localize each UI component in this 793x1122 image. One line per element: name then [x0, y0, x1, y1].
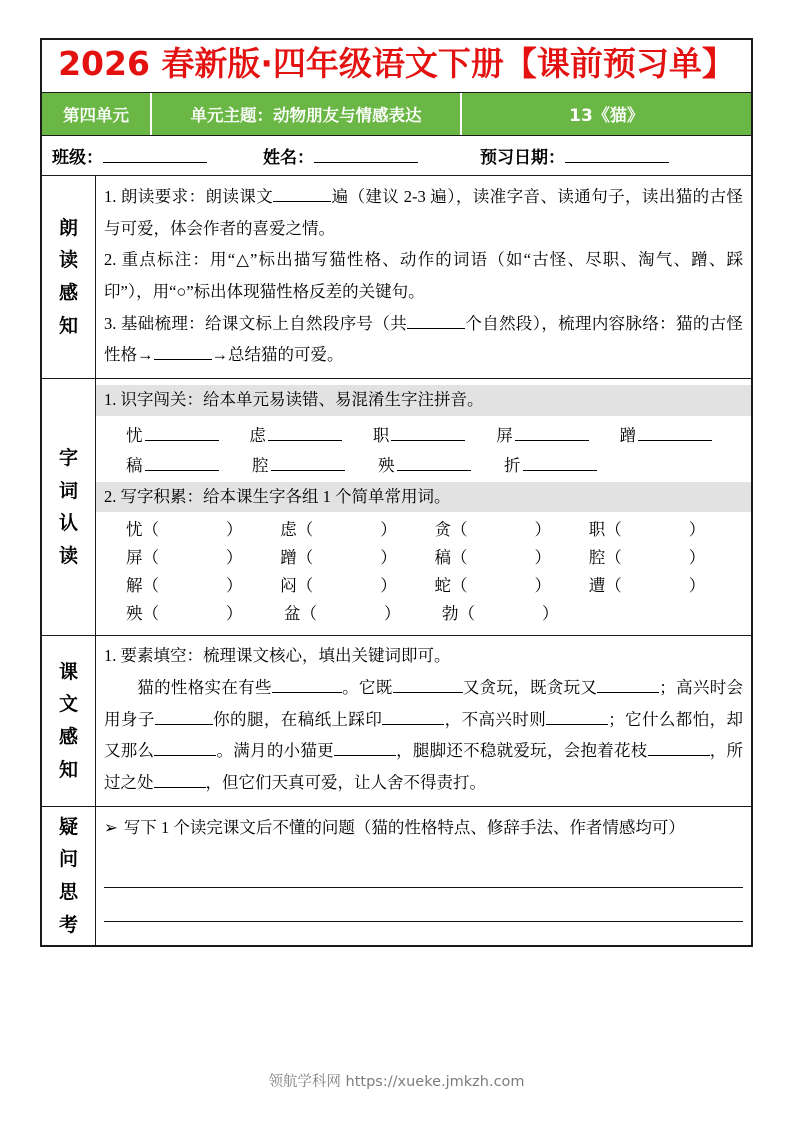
question-prompt-text: 写下 1 个读完课文后不懂的问题（猫的性格特点、修辞手法、作者情感均可）	[123, 817, 685, 837]
cloze-blank-5[interactable]	[382, 710, 444, 725]
cloze-p9: ，腿脚还不稳就爱玩，会抱着花枝	[395, 741, 648, 761]
answer-lines	[104, 857, 743, 922]
footer-watermark: 领航学科网 https://xueke.jmkzh.com	[268, 1074, 525, 1090]
word-character: 腔	[588, 548, 606, 568]
paren-open: （	[142, 520, 159, 540]
paren-open: （	[451, 576, 468, 596]
cloze-p6: ，不高兴时则	[444, 709, 547, 729]
section-label-comprehension	[42, 636, 96, 805]
cloze-p4: ；高兴时会用身子	[104, 678, 744, 729]
cloze-blank-3[interactable]	[597, 678, 659, 693]
paren-close: ）	[534, 548, 551, 568]
reading-item-1-head: 朗读要求：朗读课文	[120, 186, 274, 206]
vocab-subhead-1: 1. 识字闯关：给本单元易读错、易混淆生字注拼音。	[96, 385, 751, 416]
word-formation-row	[104, 544, 743, 568]
section-body-reading	[96, 176, 751, 378]
cloze-paragraph	[104, 672, 743, 799]
section-label-questions	[42, 807, 96, 946]
paren-open: （	[142, 548, 159, 568]
word-character: 屏	[126, 548, 143, 568]
cloze-blank-2[interactable]	[393, 678, 463, 693]
section-label-char: 认	[58, 512, 78, 535]
word-character: 蹭	[280, 548, 297, 568]
pinyin-blank[interactable]	[515, 426, 589, 441]
pinyin-item[interactable]	[378, 452, 504, 476]
reading-item-3-head: 基础梳理：给课文标上自然段序号（共	[120, 313, 408, 333]
word-character: 解	[126, 576, 143, 596]
paren-close: ）	[688, 548, 706, 568]
word-formation-row	[104, 600, 743, 624]
paren-close: ）	[380, 548, 397, 568]
pinyin-item[interactable]	[373, 422, 496, 446]
pinyin-item[interactable]	[496, 422, 619, 446]
word-character: 闷	[280, 576, 297, 596]
cloze-p11: ，但它们天真可爱，让人舍不得责打。	[205, 773, 486, 793]
class-blank[interactable]	[103, 147, 207, 163]
pinyin-character: 殃	[378, 455, 395, 475]
section-label-char: 思	[58, 881, 78, 904]
section-body-questions	[96, 807, 751, 946]
section-label-char: 词	[58, 479, 78, 502]
section-label-reading	[42, 176, 96, 378]
section-body-comprehension	[96, 636, 751, 805]
section-label-char: 字	[58, 446, 78, 469]
paren-close: ）	[542, 604, 559, 624]
reading-item-1-tail: 遍（建议 2-3 遍），读准字音、读通句子，读出猫的古怪与可爱，体会作者的喜爱之情。	[104, 186, 744, 238]
section-label-char: 读	[58, 544, 78, 567]
word-formation-row	[104, 516, 743, 540]
date-field[interactable]	[480, 143, 669, 168]
unit-theme-cell: 单元主题：动物朋友与情感表达	[152, 93, 462, 135]
paren-open: （	[296, 520, 314, 540]
word-character: 职	[588, 520, 606, 540]
cloze-blank-8[interactable]	[334, 741, 396, 756]
word-character: 贪	[434, 520, 451, 540]
word-character: 殃	[126, 604, 143, 624]
reading-item-3-mid: 个自然段），梳理内容脉络：猫的古怪性格→	[104, 313, 744, 365]
reading-item-3-tail: →总结猫的可爱。	[211, 345, 344, 365]
word-character: 忧	[126, 520, 143, 540]
class-label: 班级：	[52, 147, 103, 168]
unit-number-cell: 第四单元	[42, 93, 152, 135]
paren-open: （	[458, 604, 475, 624]
paren-open: （	[142, 576, 159, 596]
reading-item-1	[104, 181, 743, 244]
word-answer-parens[interactable]	[297, 572, 397, 596]
pinyin-character: 虑	[249, 425, 266, 445]
word-formation-item[interactable]	[126, 516, 280, 540]
arrow-bullet-icon: ➢	[104, 817, 118, 837]
word-answer-parens[interactable]	[605, 516, 705, 540]
pinyin-character: 腔	[252, 455, 269, 475]
word-answer-parens[interactable]	[143, 544, 243, 568]
pinyin-blank[interactable]	[268, 426, 342, 441]
pinyin-row	[104, 422, 743, 446]
section-label-char: 文	[58, 693, 78, 716]
section-label-char: 感	[58, 281, 78, 304]
pinyin-item[interactable]	[620, 422, 743, 446]
section-label-char: 知	[58, 314, 78, 337]
student-info-row	[42, 136, 751, 176]
cloze-blank-9[interactable]	[648, 741, 710, 756]
pinyin-item[interactable]	[252, 452, 378, 476]
word-character: 遭	[588, 576, 606, 596]
lesson-title-cell: 13《猫》	[569, 106, 644, 127]
word-answer-parens[interactable]	[297, 544, 397, 568]
name-label: 姓名：	[263, 147, 314, 168]
word-formation-item[interactable]	[442, 600, 600, 624]
answer-line[interactable]	[104, 857, 743, 888]
word-formation-item[interactable]	[589, 516, 743, 540]
word-answer-parens[interactable]	[301, 600, 401, 624]
paren-open: （	[142, 604, 159, 624]
paren-open: （	[296, 548, 314, 568]
pinyin-item[interactable]	[504, 452, 630, 476]
pinyin-item[interactable]	[126, 452, 252, 476]
paren-open: （	[451, 520, 468, 540]
word-answer-parens[interactable]	[451, 572, 551, 596]
section-label-char: 知	[58, 758, 78, 781]
paragraph-count-blank[interactable]	[407, 314, 465, 329]
paren-close: ）	[380, 520, 397, 540]
reading-item-3	[104, 308, 743, 371]
paren-open: （	[605, 520, 622, 540]
paren-close: ）	[688, 576, 706, 596]
pinyin-blank[interactable]	[638, 426, 712, 441]
paren-open: （	[296, 576, 314, 596]
word-formation-grid	[104, 516, 743, 624]
word-formation-item[interactable]	[126, 572, 280, 596]
question-prompt-row	[104, 812, 743, 844]
word-answer-parens[interactable]	[143, 516, 243, 540]
reading-item-2	[104, 244, 743, 307]
pinyin-character: 屏	[496, 425, 513, 445]
word-character: 虑	[280, 520, 297, 540]
word-character: 稿	[434, 548, 451, 568]
paren-close: ）	[226, 576, 243, 596]
paren-open: （	[605, 576, 622, 596]
reading-item-3-no: 3.	[104, 313, 117, 333]
page-title: 2026 春新版·四年级语文下册【课前预习单】	[58, 44, 735, 83]
word-formation-item[interactable]	[126, 600, 284, 624]
word-formation-item[interactable]	[284, 600, 442, 624]
paren-close: ）	[384, 604, 401, 624]
word-answer-parens[interactable]	[143, 572, 243, 596]
cloze-blank-6[interactable]	[546, 710, 608, 725]
word-formation-item[interactable]	[589, 572, 743, 596]
word-character: 蛇	[434, 576, 451, 596]
pinyin-character: 职	[372, 425, 390, 445]
cloze-p5: 你的腿，在稿纸上踩印	[212, 709, 383, 729]
cloze-p2: 。它既	[341, 678, 393, 698]
pinyin-blank[interactable]	[523, 456, 597, 471]
pinyin-blank[interactable]	[271, 456, 345, 471]
word-formation-item[interactable]	[280, 572, 434, 596]
reading-item-2-no: 2.	[104, 250, 117, 270]
vocab-subhead-2: 2. 写字积累：给本课生字各组 1 个简单常用词。	[96, 482, 751, 513]
pinyin-character: 蹭	[619, 425, 637, 445]
cloze-blank-7[interactable]	[154, 741, 216, 756]
paren-close: ）	[534, 576, 551, 596]
word-formation-item[interactable]	[280, 516, 434, 540]
section-label-char: 问	[58, 848, 78, 871]
section-label-char: 感	[58, 726, 78, 749]
word-formation-item[interactable]	[280, 544, 434, 568]
title-row	[42, 40, 751, 93]
word-formation-row	[104, 572, 743, 596]
pinyin-character: 稿	[126, 455, 143, 475]
reading-item-1-no: 1.	[104, 186, 117, 206]
word-formation-item[interactable]	[589, 544, 743, 568]
word-formation-item[interactable]	[126, 544, 280, 568]
word-answer-parens[interactable]	[143, 600, 243, 624]
answer-line[interactable]	[104, 888, 743, 922]
word-answer-parens[interactable]	[451, 544, 551, 568]
cloze-blank-10[interactable]	[154, 773, 206, 788]
word-answer-parens[interactable]	[459, 600, 559, 624]
date-blank[interactable]	[565, 147, 669, 163]
paren-close: ）	[226, 604, 243, 624]
reading-item-2-text: 重点标注：用“△”标出描写猫性格、动作的词语（如“古怪、尽职、淘气、蹭、踩印”），用“○”标出体现猫性格反差的关键句。	[104, 250, 743, 301]
section-label-char: 课	[58, 660, 78, 683]
paren-open: （	[605, 548, 622, 568]
section-label-char: 疑	[58, 815, 78, 838]
word-answer-parens[interactable]	[297, 516, 397, 540]
word-character: 盆	[284, 604, 301, 624]
paren-close: ）	[226, 520, 243, 540]
pinyin-character: 忧	[126, 425, 143, 445]
pinyin-character: 折	[504, 455, 521, 475]
section-label-vocabulary	[42, 379, 96, 635]
section-questions	[42, 807, 751, 946]
pinyin-blank[interactable]	[397, 456, 471, 471]
paren-close: ）	[380, 576, 397, 596]
section-body-vocabulary	[96, 379, 751, 635]
name-field[interactable]	[263, 143, 418, 168]
paren-close: ）	[226, 548, 243, 568]
pinyin-grid	[104, 422, 743, 476]
name-blank[interactable]	[314, 147, 418, 163]
cloze-blank-4[interactable]	[155, 710, 213, 725]
paren-close: ）	[534, 520, 551, 540]
pinyin-blank[interactable]	[391, 426, 465, 441]
pinyin-item[interactable]	[126, 422, 249, 446]
content-outline-blank[interactable]	[154, 345, 212, 360]
word-answer-parens[interactable]	[605, 572, 705, 596]
pinyin-item[interactable]	[249, 422, 372, 446]
section-text-comprehension	[42, 636, 751, 806]
section-label-char: 朗	[58, 216, 78, 239]
unit-band	[42, 93, 751, 136]
cloze-p10: ，所过之处	[104, 741, 744, 793]
word-formation-item[interactable]	[435, 516, 589, 540]
pinyin-blank[interactable]	[145, 456, 219, 471]
section-label-char: 读	[58, 249, 78, 272]
word-character: 勃	[442, 604, 459, 624]
date-label: 预习日期：	[480, 147, 565, 168]
word-formation-item[interactable]	[435, 544, 589, 568]
word-answer-parens[interactable]	[451, 516, 551, 540]
cloze-p1: 猫的性格实在有些	[137, 678, 272, 698]
paren-open: （	[451, 548, 468, 568]
section-label-char: 考	[58, 913, 78, 936]
word-formation-item[interactable]	[435, 572, 589, 596]
section-reading-perception	[42, 176, 751, 379]
worksheet-sheet	[40, 38, 753, 947]
word-answer-parens[interactable]	[605, 544, 705, 568]
class-field[interactable]	[52, 143, 207, 168]
pinyin-row	[104, 452, 743, 476]
cloze-p7: ；它什么都怕，却又那么	[104, 709, 744, 761]
section-vocabulary	[42, 379, 751, 636]
comprehension-subhead: 1. 要素填空：梳理课文核心，填出关键词即可。	[104, 646, 451, 666]
pinyin-blank[interactable]	[145, 426, 219, 441]
reading-times-blank[interactable]	[273, 187, 331, 202]
cloze-p8: 。满月的小猫更	[216, 741, 334, 761]
cloze-p3: 又贪玩，既贪玩又	[462, 678, 598, 698]
cloze-blank-1[interactable]	[272, 678, 342, 693]
paren-open: （	[300, 604, 317, 624]
paren-close: ）	[688, 520, 706, 540]
